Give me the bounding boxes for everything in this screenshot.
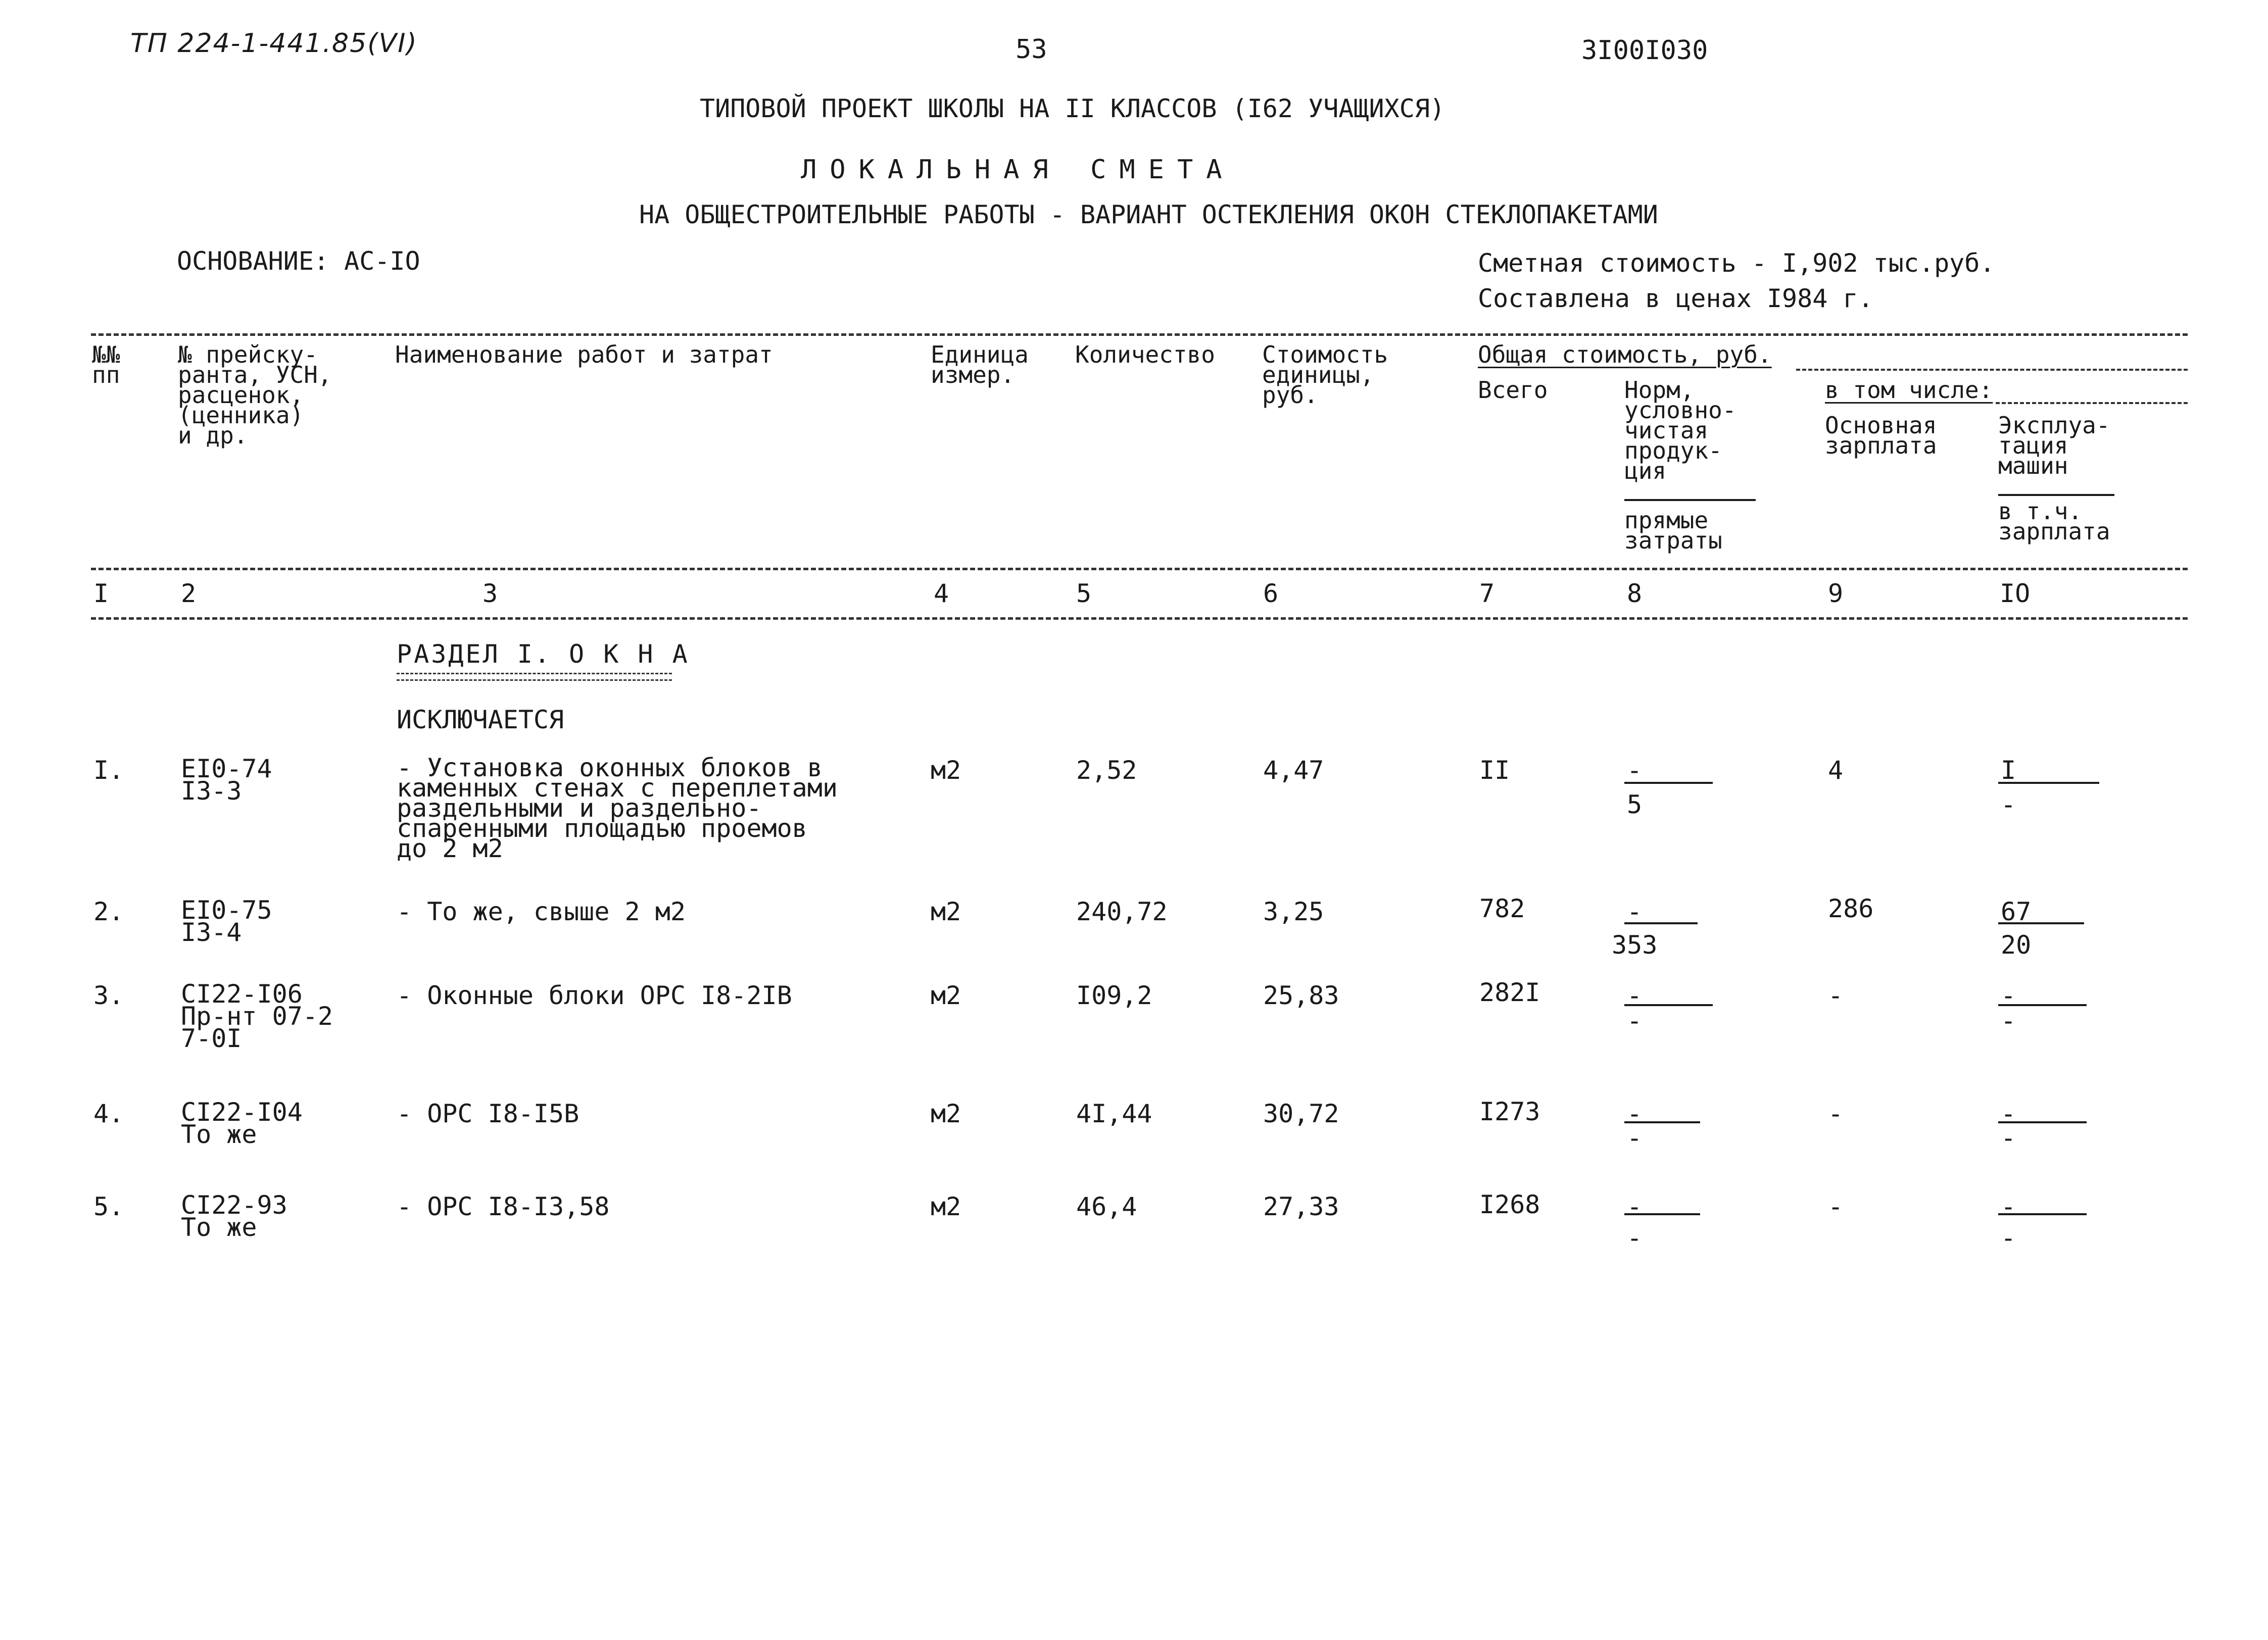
row-wage: - <box>1828 1192 1844 1221</box>
row-code: CI22-93 То же <box>181 1190 287 1242</box>
row-machine-bottom: - <box>2001 1223 2016 1253</box>
document-code: ТП 224-1-441.85(VI) <box>130 28 418 59</box>
col-10-divider <box>1998 494 2114 496</box>
row-norm-top: - <box>1627 756 1643 785</box>
row-wage: - <box>1828 981 1844 1010</box>
estimate-title: ЛОКАЛЬНАЯ СМЕТА <box>801 155 1235 185</box>
col-header-6: Стоимость единицы, руб. <box>1262 341 1388 409</box>
col-header-8-bottom: прямые затраты <box>1624 507 1722 554</box>
col-number-5: 5 <box>1076 579 1092 608</box>
row-machine-bottom: - <box>2001 1123 2016 1153</box>
row-code: EI0-75 I3-4 <box>181 896 272 947</box>
row-norm-bottom: 353 <box>1612 930 1658 960</box>
project-title: ТИПОВОЙ ПРОЕКТ ШКОЛЫ НА II КЛАССОВ (I62 УЧАЩИХСЯ) <box>700 94 1445 123</box>
row-unit: м2 <box>931 756 961 785</box>
col-number-6: 6 <box>1263 579 1279 608</box>
col-subgroup-including: в том числе: <box>1825 376 1993 404</box>
row-machine-bottom: 20 <box>2001 930 2032 960</box>
row-norm-top: - <box>1627 897 1643 926</box>
row-unit-price: 30,72 <box>1263 1099 1339 1128</box>
group-trailing-rule <box>1796 369 2188 371</box>
row-quantity: I09,2 <box>1076 981 1152 1010</box>
row-unit: м2 <box>931 1099 961 1128</box>
row-unit-price: 4,47 <box>1263 756 1324 785</box>
row-quantity: 46,4 <box>1076 1192 1137 1221</box>
col-number-3: 3 <box>482 579 498 608</box>
row-norm-divider <box>1624 922 1698 924</box>
row-number: 3. <box>93 981 124 1010</box>
row-total: II <box>1479 756 1510 785</box>
row-norm-bottom: 5 <box>1627 790 1643 819</box>
row-number: 2. <box>93 897 124 926</box>
row-work-name: - ОРС I8-I3,58 <box>397 1192 610 1221</box>
row-machine-bottom: - <box>2001 790 2016 819</box>
col-number-1: I <box>93 579 109 608</box>
row-machine-top: I <box>2001 756 2016 785</box>
row-machine-top: - <box>2001 1192 2016 1221</box>
row-code: EI0-74 I3-3 <box>181 754 272 806</box>
row-unit-price: 3,25 <box>1263 897 1324 926</box>
col-group-total-cost: Общая стоимость, руб. <box>1478 341 1772 368</box>
row-total: I268 <box>1479 1190 1540 1219</box>
row-code: CI22-I06 Пр-нт 07-2 7-0I <box>181 979 333 1053</box>
row-machine-divider <box>1998 1213 2087 1215</box>
col-number-7: 7 <box>1479 579 1495 608</box>
col-header-9: Основная зарплата <box>1825 412 1937 459</box>
row-number: 4. <box>93 1099 124 1128</box>
row-wage: 286 <box>1828 894 1874 923</box>
prices-year: Составлена в ценах I984 г. <box>1478 284 1873 313</box>
col-number-8: 8 <box>1627 579 1643 608</box>
row-unit: м2 <box>931 897 961 926</box>
row-quantity: 2,52 <box>1076 756 1137 785</box>
row-norm-divider <box>1624 782 1713 784</box>
table-top-rule <box>91 333 2188 336</box>
row-norm-bottom: - <box>1627 1223 1643 1253</box>
row-norm-top: - <box>1627 1099 1643 1128</box>
catalog-number: 3I00I030 <box>1581 35 1708 66</box>
row-code: CI22-I04 То же <box>181 1098 303 1149</box>
estimate-subject: НА ОБЩЕСТРОИТЕЛЬНЫЕ РАБОТЫ - ВАРИАНТ ОСТЕКЛЕНИЯ ОКОН СТЕКЛОПАКЕТАМИ <box>639 200 1658 229</box>
section-note: ИСКЛЮЧАЕТСЯ <box>397 705 564 734</box>
row-machine-top: 67 <box>2001 897 2032 926</box>
row-quantity: 4I,44 <box>1076 1099 1152 1128</box>
estimated-cost: Сметная стоимость - I,902 тыс.руб. <box>1478 249 1995 278</box>
header-bottom-rule <box>91 568 2188 570</box>
row-machine-top: - <box>2001 1099 2016 1128</box>
col-header-2: № прейску- ранта, УСН, расценок, (ценника) и др. <box>178 341 332 449</box>
row-machine-bottom: - <box>2001 1006 2016 1035</box>
col-number-4: 4 <box>934 579 949 608</box>
row-total: I273 <box>1479 1097 1540 1126</box>
col-number-9: 9 <box>1828 579 1844 608</box>
col-header-10-top: Эксплуа- тация машин <box>1998 412 2110 479</box>
subgroup-trailing-rule <box>1996 402 2188 404</box>
row-norm-divider <box>1624 1213 1700 1215</box>
row-unit-price: 27,33 <box>1263 1192 1339 1221</box>
row-norm-bottom: - <box>1627 1006 1643 1035</box>
page-number: 53 <box>1016 34 1047 65</box>
col-header-1: №№ пп <box>92 341 120 388</box>
row-machine-divider <box>1998 922 2084 924</box>
col-number-10: IO <box>2000 579 2031 608</box>
row-unit-price: 25,83 <box>1263 981 1339 1010</box>
numbers-bottom-rule <box>91 617 2188 620</box>
basis-label: ОСНОВАНИЕ: АС-IO <box>177 246 420 276</box>
col-header-5: Количество <box>1075 341 1215 368</box>
row-total: 782 <box>1479 894 1525 923</box>
col-header-10-bottom: в т.ч. зарплата <box>1998 498 2110 545</box>
row-unit: м2 <box>931 1192 961 1221</box>
row-work-name: - Установка оконных блоков в каменных стенах с переплетами раздельными и раздельно- спаренными площадью проемов до 2 м2 <box>397 753 838 863</box>
col-header-4: Единица измер. <box>931 341 1029 388</box>
col-8-divider <box>1624 499 1756 501</box>
col-header-3: Наименование работ и затрат <box>395 341 773 368</box>
row-norm-top: - <box>1627 1192 1643 1221</box>
row-wage: - <box>1828 1099 1844 1128</box>
row-machine-divider <box>1998 782 2099 784</box>
row-work-name: - ОРС I8-I5В <box>397 1099 580 1128</box>
section-title-double-rule <box>397 673 672 681</box>
row-unit: м2 <box>931 981 961 1010</box>
col-number-2: 2 <box>181 579 197 608</box>
row-total: 282I <box>1479 978 1540 1007</box>
row-work-name: - То же, свыше 2 м2 <box>397 897 686 926</box>
col-header-8-top: Норм, условно- чистая продук- ция <box>1624 376 1736 484</box>
row-number: I. <box>93 756 124 785</box>
section-title: РАЗДЕЛ I. О К Н А <box>397 639 690 669</box>
row-wage: 4 <box>1828 756 1844 785</box>
row-norm-bottom: - <box>1627 1123 1643 1153</box>
row-quantity: 240,72 <box>1076 897 1168 926</box>
row-number: 5. <box>93 1192 124 1221</box>
row-machine-top: - <box>2001 981 2016 1010</box>
row-work-name: - Оконные блоки ОРС I8-2IВ <box>397 981 792 1010</box>
col-header-7: Всего <box>1478 376 1548 404</box>
row-norm-top: - <box>1627 981 1643 1010</box>
